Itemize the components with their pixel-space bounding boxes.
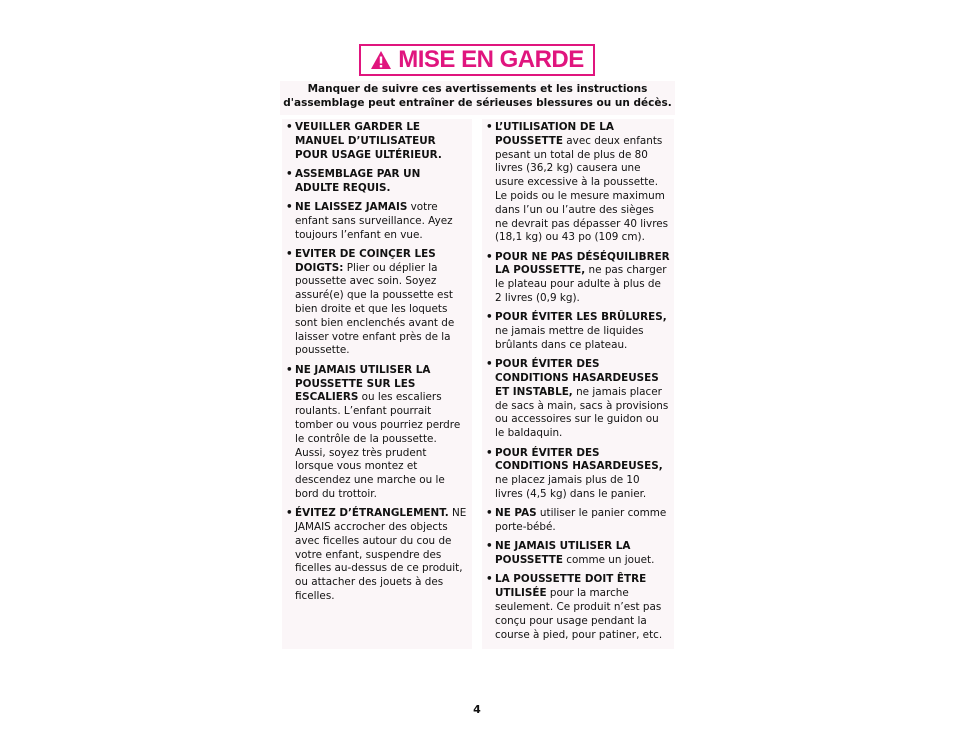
warning-heading: ÉVITEZ D’ÉTRANGLEMENT. [295, 507, 449, 520]
bullet: • [486, 250, 493, 263]
warning-item [486, 540, 670, 568]
warning-text: votre enfant sans surveillance. Ayez toujours l’enfant en vue. [295, 200, 453, 241]
warning-heading: L’UTILISATION DE LA POUSSETTE [495, 121, 614, 147]
warning-text: ou les escaliers roulants. L’enfant pourrait tomber ou vous pourriez perdre le contrôle de la poussette. Aussi, soyez très prudent lorsque vous montez et descendez une marche ou le bord du trottoir. [295, 391, 461, 500]
intro-line-1: Manquer de suivre ces avertissements et les instructions [307, 83, 648, 95]
warning-text: Plier ou déplier la poussette avec soin. Soyez assuré(e) que la poussette est bien droite et que les loquets sont bien enclenchés avant de laisser votre enfant près de la poussette. [295, 261, 455, 357]
warning-item [486, 447, 670, 502]
warning-item [286, 507, 468, 604]
warning-heading: EVITER DE COINÇER LES DOIGTS: [295, 247, 436, 274]
warning-item [486, 251, 670, 306]
bullet: • [286, 200, 293, 213]
warning-item [286, 201, 468, 242]
warning-triangle-icon [370, 50, 392, 70]
warning-item [286, 121, 468, 162]
intro-line-2: d'assemblage peut entraîner de sérieuses blessures ou un décès. [283, 97, 672, 109]
bullet: • [486, 311, 493, 324]
bullet: • [486, 358, 493, 371]
warning-heading: POUR ÉVITER LES BRÛLURES, [495, 311, 667, 324]
warning-item [486, 573, 670, 642]
warning-banner [359, 44, 595, 76]
warning-text: utiliser le panier comme porte-bébé. [495, 507, 667, 534]
warning-heading: NE JAMAIS UTILISER LA POUSSETTE [495, 540, 631, 567]
warning-item [486, 121, 670, 245]
bullet: • [286, 507, 293, 520]
warning-item [286, 248, 468, 358]
banner-title: MISE EN GARDE [398, 46, 584, 73]
bullet: • [286, 363, 293, 376]
warning-text: ne placez jamais plus de 10 livres (4,5 kg) dans le panier. [495, 474, 647, 500]
warning-text: ne jamais mettre de liquides brûlants dans ce plateau. [495, 325, 644, 351]
bullet: • [286, 247, 293, 260]
warning-item [486, 507, 670, 535]
warning-heading: VEUILLER GARDER LE MANUEL D’UTILISATEUR POUR USAGE ULTÉRIEUR. [295, 121, 442, 161]
bullet: • [486, 573, 493, 586]
page-number: 4 [473, 703, 481, 716]
warning-item [486, 358, 670, 441]
bullet: • [486, 446, 493, 459]
warning-item [486, 311, 670, 352]
warning-text: pour la marche seulement. Ce produit n’est pas conçu pour usage pendant la course à pied, pour patiner, etc. [495, 587, 663, 641]
warning-text: ne pas charger le plateau pour adulte à plus de 2 livres (0,9 kg). [495, 264, 667, 305]
warning-heading: NE LAISSEZ JAMAIS [295, 200, 408, 213]
warning-item [286, 364, 468, 502]
warning-heading: POUR ÉVITER DES CONDITIONS HASARDEUSES, [495, 446, 663, 473]
warning-text: ne jamais placer de sacs à main, sacs à provisions ou accessoires sur le guidon ou le baldaquin. [495, 385, 669, 440]
warning-text: NE JAMAIS accrocher des objects avec ficelles autour du cou de votre enfant, suspendre des ficelles au-dessus de ce produit, ou attacher des jouets à des ficelles. [295, 507, 467, 602]
warning-heading: LA POUSSETTE DOIT ÊTRE UTILISÉE [495, 573, 647, 600]
warning-heading: NE PAS [495, 507, 537, 520]
warning-item [286, 168, 468, 196]
intro-warning [280, 81, 675, 115]
bullet: • [286, 167, 293, 180]
warning-heading: POUR NE PAS DÉSÉQUILIBRER LA POUSSETTE, [495, 250, 670, 277]
warning-text: comme un jouet. [563, 554, 655, 567]
warning-heading: POUR ÉVITER DES CONDITIONS HASARDEUSES ET INSTABLE, [495, 358, 659, 398]
left-warning-column [282, 119, 472, 649]
bullet: • [486, 507, 493, 520]
bullet: • [486, 121, 493, 133]
bullet: • [286, 121, 293, 133]
warning-heading: NE JAMAIS UTILISER LA POUSSETTE SUR LES ESCALIERS [295, 363, 431, 404]
right-warning-column [482, 119, 674, 649]
warning-text: avec deux enfants pesant un total de plus de 80 livres (36,2 kg) causera une usure excessive à la poussette. Le poids ou le mesure maximum dans l’un ou l’autre des sièges ne devrait pas dépasser 40 livres (18,1 kg) ou 43 po (109 cm). [495, 134, 669, 244]
bullet: • [486, 540, 493, 553]
warning-heading: ASSEMBLAGE PAR UN ADULTE REQUIS. [295, 167, 421, 194]
